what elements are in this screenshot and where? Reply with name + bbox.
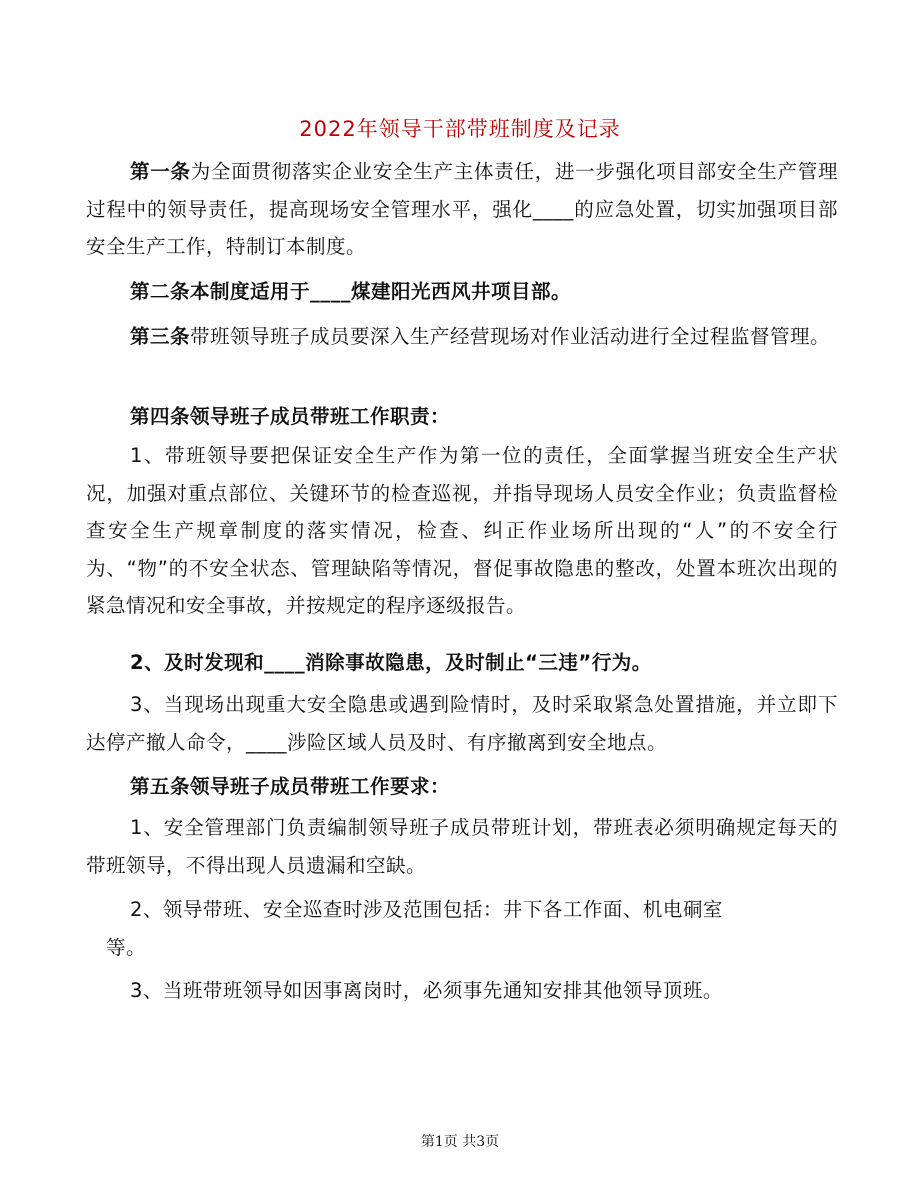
article-1-text: 为全面贯彻落实企业安全生产主体责任，进一步强化项目部安全生产管理过程中的领导责任，提高现场安全管理水平，强化____的应急处置，切实加强项目部安全生产工作，特制订本制度。	[86, 160, 838, 258]
document-title: 2022年领导干部带班制度及记录	[299, 117, 621, 141]
duty-item-3: 3、当现场出现重大安全隐患或遇到险情时，及时采取紧急处置措施，并立即下达停产撤人命令，____涉险区域人员及时、有序撤离到安全地点。	[86, 693, 838, 754]
article-4-heading: 第四条领导班子成员带班工作职责：	[130, 405, 451, 428]
requirement-item-2-line-2: 等。	[106, 936, 147, 959]
requirement-item-2-line-1: 2、领导带班、安全巡查时涉及范围包括：井下各工作面、机电硐室	[130, 898, 723, 921]
article-3-lead: 第三条	[130, 325, 191, 348]
requirement-item-1: 1、安全管理部门负责编制领导班子成员带班计划，带班表必须明确规定每天的带班领导，不得出现人员遗漏和空缺。	[86, 816, 838, 877]
article-3	[86, 318, 838, 356]
duty-item-2: 2、及时发现和____消除事故隐患，及时制止“三违”行为。	[130, 651, 652, 674]
article-1	[86, 153, 838, 266]
duty-item-1: 1、带班领导要把保证安全生产作为第一位的责任，全面掌握当班安全生产状况，加强对重点部位、关键环节的检查巡视，并指导现场人员安全作业；负责监督检查安全生产规章制度的落实情况，检查、纠正作业场所出现的“人”的不安全行为、“物”的不安全状态、管理缺陷等情况，督促事故隐患的整改，处置本班次出现的紧急情况和安全事故，并按规定的程序逐级报告。	[86, 444, 838, 617]
requirement-item-3: 3、当班带班领导如因事离岗时，必须事先通知安排其他领导顶班。	[130, 979, 723, 1002]
article-3-text: 带班领导班子成员要深入生产经营现场对作业活动进行全过程监督管理。	[190, 325, 831, 348]
article-1-lead: 第一条	[130, 160, 191, 183]
page-number-footer: 第1页 共3页	[420, 1134, 500, 1150]
article-5-heading: 第五条领导班子成员带班工作要求：	[130, 775, 451, 798]
article-2: 第二条本制度适用于____煤建阳光西风井项目部。	[130, 280, 572, 303]
